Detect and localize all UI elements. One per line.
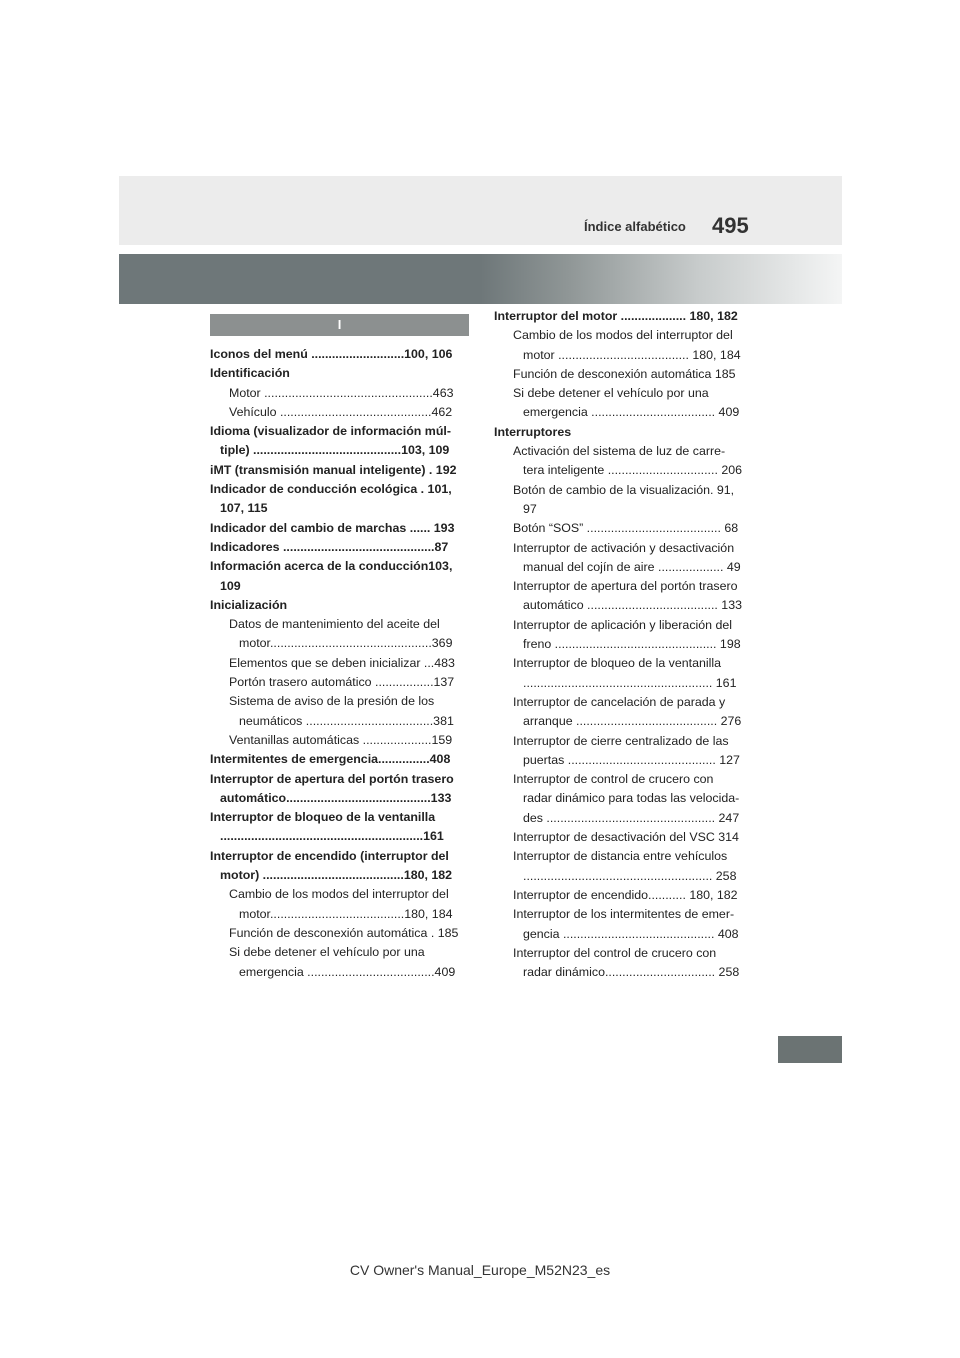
- index-subentry: [494, 616, 743, 655]
- index-subentry: [210, 615, 463, 654]
- index-subentry: [494, 481, 743, 520]
- index-entry-line: Interruptor de encendido (interruptor del: [210, 848, 449, 863]
- index-entry-line: 107, 115: [220, 501, 268, 516]
- section-title: Índice alfabético: [584, 219, 686, 234]
- index-entry-line: emergencia .................................... 409: [523, 405, 740, 420]
- index-entry-line: Interruptor de apertura del portón trasero: [210, 771, 454, 786]
- index-subentry: [210, 885, 463, 924]
- index-subentry: [210, 403, 463, 422]
- index-entry: [210, 770, 463, 809]
- index-entry: [210, 345, 463, 364]
- index-subentry: [494, 905, 743, 944]
- index-entry: [210, 538, 463, 557]
- index-entry-line: Identificación: [210, 366, 290, 381]
- index-entry-line: motor ...................................... 180, 184: [523, 347, 741, 362]
- index-entry-line: freno ............................................... 198: [523, 637, 741, 652]
- index-subentry: [494, 886, 743, 905]
- index-entry-line: Interruptor de desactivación del VSC 314: [513, 830, 739, 845]
- index-subentry: [494, 944, 743, 983]
- index-entry-line: 109: [220, 578, 241, 593]
- chapter-tab: [778, 1036, 842, 1063]
- index-entry-line: Iconos del menú ...........................100, 106: [210, 347, 453, 361]
- index-entry-line: Portón trasero automático .................137: [229, 675, 455, 690]
- index-subentry: [494, 519, 743, 538]
- index-entry-line: gencia ............................................ 408: [523, 926, 739, 941]
- index-entry-line: Idioma (visualizador de información múl-: [210, 424, 451, 439]
- index-subentry: [494, 326, 743, 365]
- index-entry-line: Elementos que se deben inicializar ...483: [229, 655, 455, 670]
- index-subentry: [210, 943, 463, 982]
- index-entry-line: Inicialización: [210, 597, 288, 612]
- index-entry-line: motor.......................................180, 184: [239, 906, 453, 921]
- index-entry-line: Interruptor de encendido........... 180, 182: [513, 887, 738, 902]
- index-entry-line: automático ...................................... 133: [523, 598, 742, 613]
- index-entry-line: Interruptor de cancelación de parada y: [513, 694, 726, 709]
- index-entry-line: Motor .................................................463: [229, 385, 454, 400]
- index-entry-line: Interruptor de aplicación y liberación del: [513, 617, 733, 632]
- index-entry-line: radar dinámico................................ 258: [523, 965, 740, 980]
- index-entry-line: Interruptor de apertura del portón trasero: [513, 579, 738, 594]
- index-entry-line: 97: [523, 501, 537, 516]
- index-entry-line: Interruptor de distancia entre vehículos: [513, 849, 728, 864]
- index-subentry: [494, 828, 743, 847]
- index-entry-line: Interruptor del control de crucero con: [513, 945, 717, 960]
- index-subentry: [210, 731, 463, 750]
- index-entry-line: Si debe detener el vehículo por una: [229, 945, 425, 960]
- index-entry-line: tera inteligente ................................ 206: [523, 463, 743, 478]
- index-column-right: [494, 307, 743, 982]
- index-subentry: [494, 732, 743, 771]
- index-entry-line: Activación del sistema de luz de carre-: [513, 444, 726, 459]
- index-subentry: [494, 539, 743, 578]
- index-entry-line: Datos de mantenimiento del aceite del: [229, 617, 440, 632]
- index-entry-line: Interruptor de bloqueo de la ventanilla: [513, 656, 722, 671]
- index-entry-line: Información acerca de la conducción103,: [210, 559, 453, 574]
- index-entry-line: ....................................................... 258: [523, 868, 737, 883]
- index-subentry: [494, 442, 743, 481]
- index-entry-line: Interruptor de los intermitentes de emer-: [513, 907, 735, 922]
- index-entry-line: Interruptor de cierre centralizado de las: [513, 733, 729, 748]
- index-entry-line: automático..........................................133: [220, 790, 452, 805]
- index-entry-line: Indicadores ............................................87: [210, 539, 449, 554]
- index-entry-line: Cambio de los modos del interruptor del: [229, 887, 449, 902]
- index-subentry: [210, 654, 463, 673]
- index-entry-line: Interruptores: [494, 424, 572, 439]
- index-entry-line: Interruptor de control de crucero con: [513, 772, 714, 787]
- index-entry-line: emergencia .....................................409: [239, 964, 456, 979]
- index-entry-line: radar dinámico para todas las velocida-: [523, 791, 740, 806]
- index-subentry: [494, 847, 743, 886]
- index-entry: [494, 307, 743, 326]
- index-entry-line: Ventanillas automáticas ....................159: [229, 732, 453, 747]
- index-subentry: [210, 673, 463, 692]
- index-entry-line: Sistema de aviso de la presión de los: [229, 694, 435, 709]
- index-entry-line: Interruptor de bloqueo de la ventanilla: [210, 810, 436, 825]
- index-entry-line: arranque ......................................... 276: [523, 714, 742, 729]
- index-subentry: [494, 770, 743, 828]
- index-subentry: [210, 692, 463, 731]
- index-subentry: [494, 384, 743, 423]
- index-entry-line: ...........................................................161: [220, 829, 444, 844]
- index-entry: [210, 422, 463, 461]
- index-entry: [210, 364, 463, 383]
- index-entry-line: Indicador de conducción ecológica . 101,: [210, 482, 452, 497]
- footer-manual-id: CV Owner's Manual_Europe_M52N23_es: [349, 1262, 611, 1278]
- index-entry: [210, 847, 463, 886]
- index-entry-line: des ................................................. 247: [523, 810, 740, 825]
- index-entry-line: Indicador del cambio de marchas ...... 193: [210, 520, 455, 535]
- index-entry-line: Botón “SOS” ....................................... 68: [513, 521, 739, 536]
- index-entry-line: Interruptor de activación y desactivación: [513, 540, 735, 555]
- index-subentry: [494, 654, 743, 693]
- index-entry: [210, 750, 463, 769]
- index-entry-line: tiple) ...........................................103, 109: [220, 443, 450, 458]
- index-entry-line: puertas ........................................... 127: [523, 752, 740, 767]
- index-entry-line: ....................................................... 161: [523, 675, 737, 690]
- index-entry-line: iMT (transmisión manual inteligente) . 192: [210, 462, 457, 477]
- index-entry-line: motor) .........................................180, 182: [220, 868, 453, 883]
- header-gradient-bar: [119, 254, 842, 304]
- index-entry-line: manual del cojín de aire ................... 49: [523, 559, 741, 574]
- index-subentry: [494, 693, 743, 732]
- index-entry-line: neumáticos .....................................381: [239, 713, 454, 728]
- index-entry: [210, 596, 463, 615]
- index-entry-line: Vehículo ............................................462: [229, 404, 453, 419]
- index-subentry: [210, 924, 463, 943]
- index-entry-line: Botón de cambio de la visualización. 91,: [513, 482, 735, 497]
- index-subentry: [494, 577, 743, 616]
- index-column-left: [210, 345, 463, 982]
- index-entry-line: Cambio de los modos del interruptor del: [513, 328, 733, 343]
- index-entry-line: Si debe detener el vehículo por una: [513, 386, 709, 401]
- index-entry: [210, 808, 463, 847]
- index-letter-header: I: [210, 314, 469, 336]
- index-subentry: [210, 384, 463, 403]
- index-subentry: [494, 365, 743, 384]
- page-number: 495: [712, 213, 749, 238]
- index-entry: [210, 519, 463, 538]
- index-entry: [210, 557, 463, 596]
- index-entry: [210, 461, 463, 480]
- index-entry-line: Función de desconexión automática 185: [513, 366, 736, 381]
- index-entry: [210, 480, 463, 519]
- index-entry-line: Intermitentes de emergencia...............408: [210, 752, 451, 767]
- index-entry-line: Interruptor del motor ................... 180, 182: [494, 309, 738, 323]
- index-entry: [494, 423, 743, 442]
- index-entry-line: motor...............................................369: [239, 636, 453, 651]
- index-entry-line: Función de desconexión automática . 185: [229, 925, 459, 940]
